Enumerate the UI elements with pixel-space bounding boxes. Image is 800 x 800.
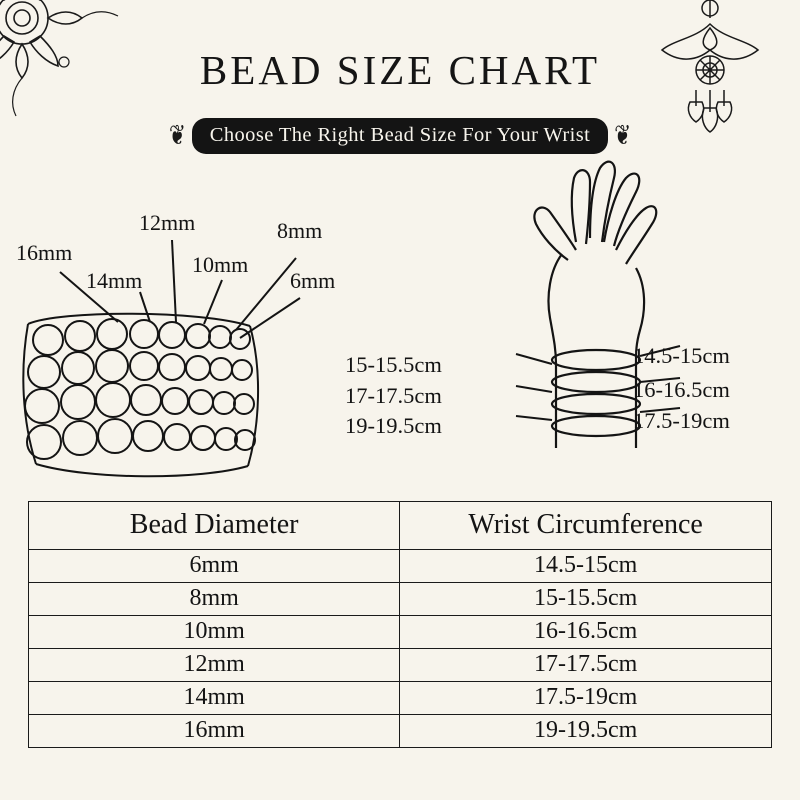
wrist-label-right-3: 17.5-19cm: [633, 408, 730, 433]
cell-wrist-circumference: 15-15.5cm: [400, 583, 772, 616]
table-header-wrist-circumference: Wrist Circumference: [400, 502, 772, 550]
bead-label-14mm: 14mm: [86, 268, 143, 293]
cell-wrist-circumference: 17.5-19cm: [400, 682, 772, 715]
ornament-left-icon: ❦: [169, 120, 186, 152]
cell-bead-diameter: 10mm: [29, 616, 400, 649]
subtitle-badge: Choose The Right Bead Size For Your Wrist: [192, 118, 608, 154]
bead-label-16mm: 16mm: [16, 240, 73, 265]
cell-bead-diameter: 8mm: [29, 583, 400, 616]
cell-bead-diameter: 16mm: [29, 715, 400, 748]
wrist-label-left-2: 17-17.5cm: [345, 383, 442, 408]
table-row: [29, 616, 772, 649]
cell-bead-diameter: 12mm: [29, 649, 400, 682]
wrist-label-right-1: 14.5-15cm: [633, 343, 730, 368]
bead-label-8mm: 8mm: [277, 218, 323, 243]
cell-bead-diameter: 14mm: [29, 682, 400, 715]
bead-label-10mm: 10mm: [192, 252, 249, 277]
subtitle-row: [0, 118, 800, 154]
cell-bead-diameter: 6mm: [29, 550, 400, 583]
wrist-label-left-3: 19-19.5cm: [345, 413, 442, 438]
table-header-bead-diameter: Bead Diameter: [29, 502, 400, 550]
table-row: [29, 715, 772, 748]
ornament-right-icon: ❦: [614, 120, 631, 152]
size-table: [28, 501, 772, 748]
wrist-label-left-1: 15-15.5cm: [345, 352, 442, 377]
table-row: [29, 583, 772, 616]
bead-label-12mm: 12mm: [139, 210, 196, 235]
cell-wrist-circumference: 16-16.5cm: [400, 616, 772, 649]
table-row: [29, 682, 772, 715]
wrist-label-right-2: 16-16.5cm: [633, 377, 730, 402]
bead-label-6mm: 6mm: [290, 268, 336, 293]
table-header-row: [29, 502, 772, 550]
page-title: BEAD SIZE CHART: [199, 47, 601, 93]
cell-wrist-circumference: 14.5-15cm: [400, 550, 772, 583]
table-row: [29, 649, 772, 682]
table-row: [29, 550, 772, 583]
cell-wrist-circumference: 19-19.5cm: [400, 715, 772, 748]
cell-wrist-circumference: 17-17.5cm: [400, 649, 772, 682]
